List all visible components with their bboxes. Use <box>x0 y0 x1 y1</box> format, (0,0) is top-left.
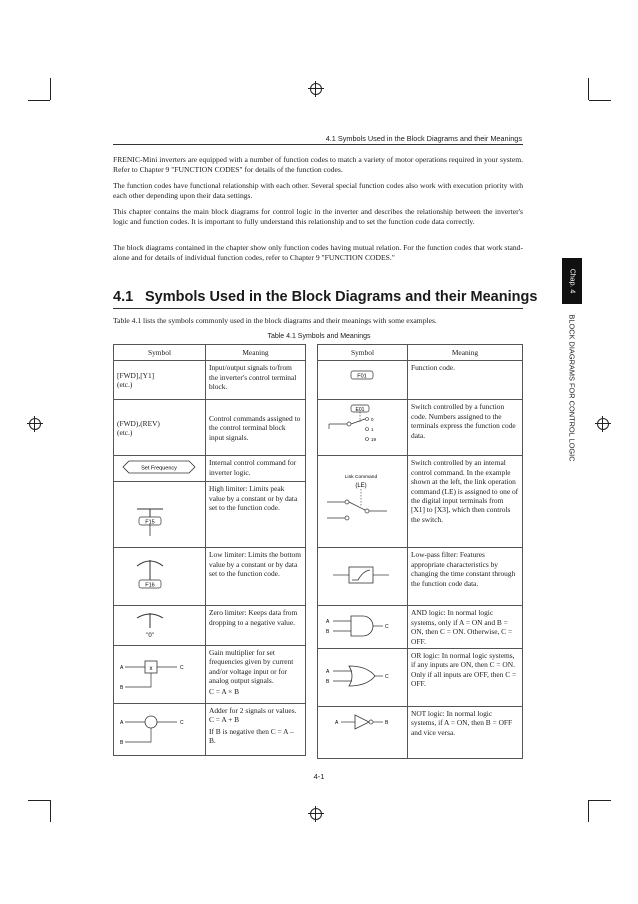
section-title: Symbols Used in the Block Diagrams and their Meanings <box>145 289 538 305</box>
meaning-cell: Control commands assigned to the control terminal block input signals. <box>206 400 306 456</box>
meaning-cell: High limiter: Limits peak value by a constant or by data set to the function code. <box>206 482 306 548</box>
symbol-cell: [FWD],[Y1] (etc.) <box>114 361 206 400</box>
link-command-label: Link Command <box>344 475 378 481</box>
output-c-label: C <box>180 720 184 727</box>
multiplier-formula: C = A × B <box>209 687 240 697</box>
output-c-label: C <box>385 624 389 631</box>
function-code-label: F01 <box>357 373 367 380</box>
multiplier-glyph: x <box>149 666 153 673</box>
section-lead: Table 4.1 lists the symbols commonly used in the block diagrams and their meanings with some examples. <box>113 316 437 325</box>
symbols-table-left <box>113 344 306 756</box>
meaning-cell: Switch controlled by a function code. Numbers assigned to the terminals express the function code data. <box>408 400 523 456</box>
link-command-switch-icon <box>321 458 401 538</box>
column-header: Meaning <box>408 345 523 361</box>
column-header: Symbol <box>318 345 408 361</box>
switch-position-label: 19 <box>371 437 377 443</box>
intro-paragraph: The block diagrams contained in the chapter show only function codes having mutual relation. For the function codes that work stand-alone and for details of individual function codes, refer to Chapter 9 "FUNCTION CODES." <box>113 243 523 263</box>
intro-paragraph: FRENIC-Mini inverters are equipped with a number of function codes to match a variety of motor operations required in your system. Refer to Chapter 9 "FUNCTION CODES" for details of the function codes. <box>113 155 523 175</box>
function-code-label: E01 <box>355 407 365 414</box>
crop-mark <box>50 800 51 822</box>
adder-text: Adder for 2 signals or values. C = A + B <box>209 705 297 725</box>
input-a-label: A <box>326 669 330 676</box>
registration-mark-icon <box>310 808 322 820</box>
zero-label: "0" <box>146 633 154 640</box>
meaning-cell: Low-pass filter: Features appropriate characteristics by changing the time constant through the function code data. <box>408 548 523 606</box>
code-switch-icon <box>321 402 401 450</box>
link-le-label: (LE) <box>355 483 367 490</box>
symbol-cell <box>114 482 206 548</box>
input-b-label: B <box>120 685 124 692</box>
intro-paragraph: The function codes have functional relationship with each other. Several special function codes also work with execution priority with each other depending upon their data settings. <box>113 181 523 201</box>
symbol-cell <box>318 456 408 548</box>
crop-mark <box>28 800 50 801</box>
low-limiter-icon <box>117 550 197 600</box>
adder-icon <box>117 708 197 748</box>
and-gate-icon <box>321 611 401 641</box>
symbol-cell <box>318 649 408 707</box>
meaning-cell <box>206 645 306 703</box>
crop-mark <box>50 78 51 100</box>
output-c-label: C <box>385 674 389 681</box>
column-header: Symbol <box>114 345 206 361</box>
input-a-label: A <box>326 619 330 626</box>
not-gate-icon <box>321 709 401 733</box>
meaning-cell: Zero limiter: Keeps data from dropping to a negative value. <box>206 606 306 645</box>
input-b-label: B <box>326 629 330 636</box>
symbol-cell <box>318 606 408 649</box>
switch-position-label: 1 <box>371 427 374 433</box>
function-code-symbol-icon <box>321 363 401 385</box>
input-b-label: B <box>326 679 330 686</box>
input-a-label: A <box>120 665 124 672</box>
symbol-cell: (FWD),(REV) (etc.) <box>114 400 206 456</box>
table-caption: Table 4.1 Symbols and Meanings <box>267 333 371 340</box>
symbol-cell <box>318 548 408 606</box>
meaning-cell: Input/output signals to/from the inverter's control terminal block. <box>206 361 306 400</box>
intro-paragraph: This chapter contains the main block diagrams for control logic in the inverter and describes the relationship between the inverter's logic and function codes. It is important to fully understand this relationship and to set the function code data correctly. <box>113 207 523 227</box>
multiplier-icon <box>117 653 197 693</box>
meaning-cell: Switch controlled by an internal control command. In the example shown at the left, the link operation command (LE) is assigned to one of the digital input terminals from [X1] to [X3], which then controls the switch. <box>408 456 523 548</box>
adder-note: If B is negative then C = A – B. <box>209 726 294 746</box>
high-limiter-icon <box>117 484 197 539</box>
low-pass-filter-icon <box>321 561 401 591</box>
column-header: Meaning <box>206 345 306 361</box>
set-frequency-symbol-icon <box>117 458 197 476</box>
chapter-tab <box>562 258 582 304</box>
symbol-cell <box>114 548 206 606</box>
header-rule <box>113 144 523 145</box>
output-c-label: C <box>180 665 184 672</box>
function-code-label: F16 <box>145 582 155 589</box>
function-code-label: F15 <box>145 519 155 526</box>
zero-limiter-icon <box>117 608 197 640</box>
section-heading <box>113 289 537 305</box>
registration-mark-icon <box>597 418 609 430</box>
input-b-label: B <box>120 740 124 747</box>
crop-mark <box>589 800 611 801</box>
switch-position-label: 0 <box>371 417 374 423</box>
meaning-cell: OR logic: In normal logic systems, if any inputs are ON, then C = ON. Only if all inputs are OFF, then C = OFF. <box>408 649 523 707</box>
symbol-cell <box>114 645 206 703</box>
meaning-cell: NOT logic: In normal logic systems, if A = ON, then B = OFF and vice versa. <box>408 707 523 759</box>
meaning-cell: Function code. <box>408 361 523 400</box>
meaning-cell <box>206 703 306 755</box>
section-number: 4.1 <box>113 289 134 305</box>
symbol-cell <box>114 606 206 645</box>
symbols-table-right <box>317 344 523 759</box>
meaning-cell: AND logic: In normal logic systems, only if A = ON and B = ON, then C = ON. Otherwise, C = OFF. <box>408 606 523 649</box>
registration-mark-icon <box>29 418 41 430</box>
meaning-cell: Internal control command for inverter logic. <box>206 456 306 482</box>
crop-mark <box>589 100 611 101</box>
page-number: 4-1 <box>313 772 325 781</box>
or-gate-icon <box>321 661 401 691</box>
symbol-cell <box>114 703 206 755</box>
chapter-side-title-text: BLOCK DIAGRAMS FOR CONTROL LOGIC <box>567 314 577 462</box>
symbol-cell <box>318 707 408 759</box>
set-frequency-label: Set Frequency <box>141 465 177 472</box>
output-b-label: B <box>385 720 389 727</box>
chapter-side-title <box>565 300 579 475</box>
registration-mark-icon <box>310 83 322 95</box>
running-header: 4.1 Symbols Used in the Block Diagrams and their Meanings <box>325 134 522 143</box>
section-rule <box>113 308 523 309</box>
meaning-cell: Low limiter: Limits the bottom value by a constant or by data set to the function code. <box>206 548 306 606</box>
symbol-cell <box>114 456 206 482</box>
crop-mark <box>588 78 589 100</box>
symbol-cell <box>318 400 408 456</box>
crop-mark <box>588 800 589 822</box>
symbol-cell <box>318 361 408 400</box>
multiplier-text: Gain multiplier for set frequencies given by current and/or voltage input or for analog output signals. <box>209 647 294 686</box>
input-a-label: A <box>335 720 339 727</box>
crop-mark <box>28 100 50 101</box>
chapter-tab-label: Chap. 4 <box>568 268 576 294</box>
input-a-label: A <box>120 720 124 727</box>
